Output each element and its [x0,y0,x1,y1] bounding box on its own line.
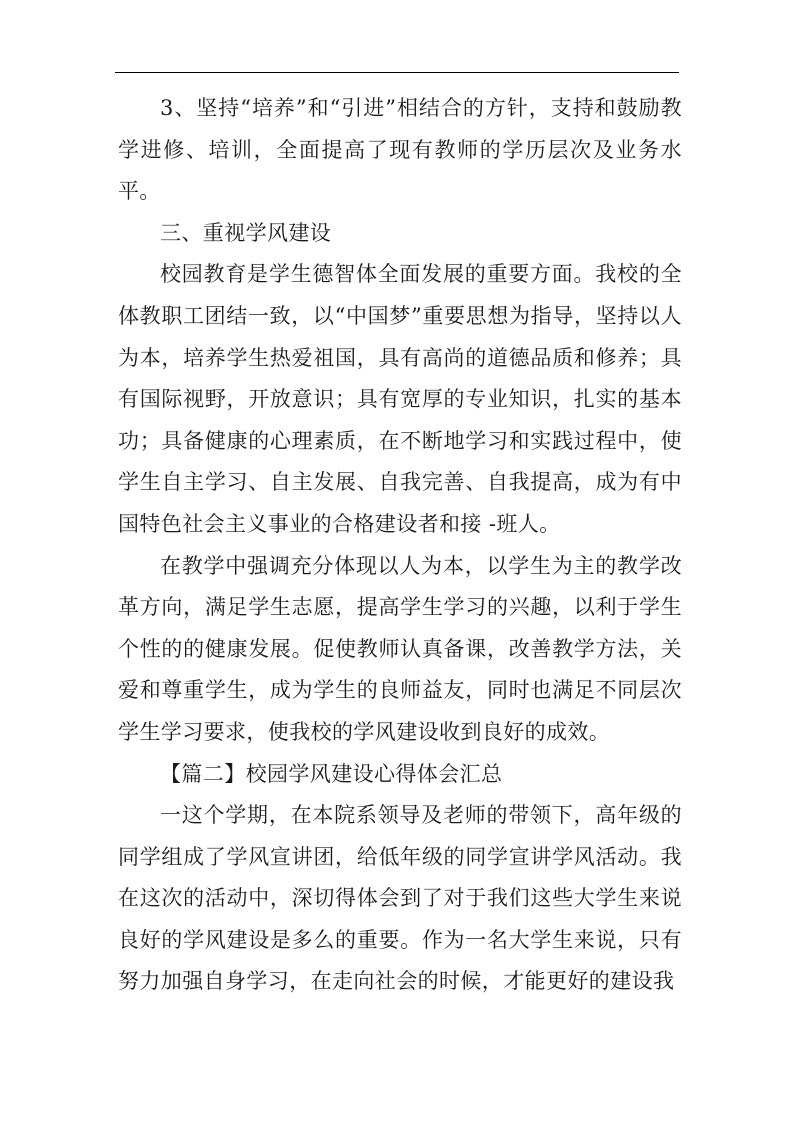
paragraph-teaching-reform: 在教学中强调充分体现以人为本，以学生为主的教学改革方向，满足学生志愿，提高学生学习的兴趣，以利于学生个性的的健康发展。促使教师认真备课，改善教学方法，关爱和尊重学生，成为学生的良师益友，同时也满足不同层次学生学习要求，使我校的学风建设收到良好的成效。 [118,553,682,744]
paragraph-training-policy: 3、坚持“培养”和“引进”相结合的方针，支持和鼓励教学进修、培训，全面提高了现有教师的学历层次及业务水平。 [118,96,682,204]
paragraph-semester-activity: 一这个学期，在本院系领导及老师的带领下，高年级的同学组成了学风宣讲团，给低年级的同学宣讲学风活动。我在这次的活动中，深切得体会到了对于我们这些大学生来说良好的学风建设是多么的重要。作为一名大学生来说，只有努力加强自身学习，在走向社会的时候，才能更好的建设我 [118,803,682,994]
article-title-part-two: 【篇二】校园学风建设心得体会汇总 [160,761,503,786]
header-rule [115,72,679,73]
document-body [118,88,682,1003]
section-heading-study-style: 三、重视学风建设 [160,220,332,245]
paragraph-campus-education: 校园教育是学生德智体全面发展的重要方面。我校的全体教职工团结一致，以“中国梦”重要思想为指导，坚持以人为本，培养学生热爱祖国，具有高尚的道德品质和修养；具有国际视野，开放意识；具有宽厚的专业知识，扎实的基本功；具备健康的心理素质，在不断地学习和实践过程中，使学生自主学习、自主发展、自我完善、自我提高，成为有中国特色社会主义事业的合格建设者和接 -班人。 [118,262,682,536]
